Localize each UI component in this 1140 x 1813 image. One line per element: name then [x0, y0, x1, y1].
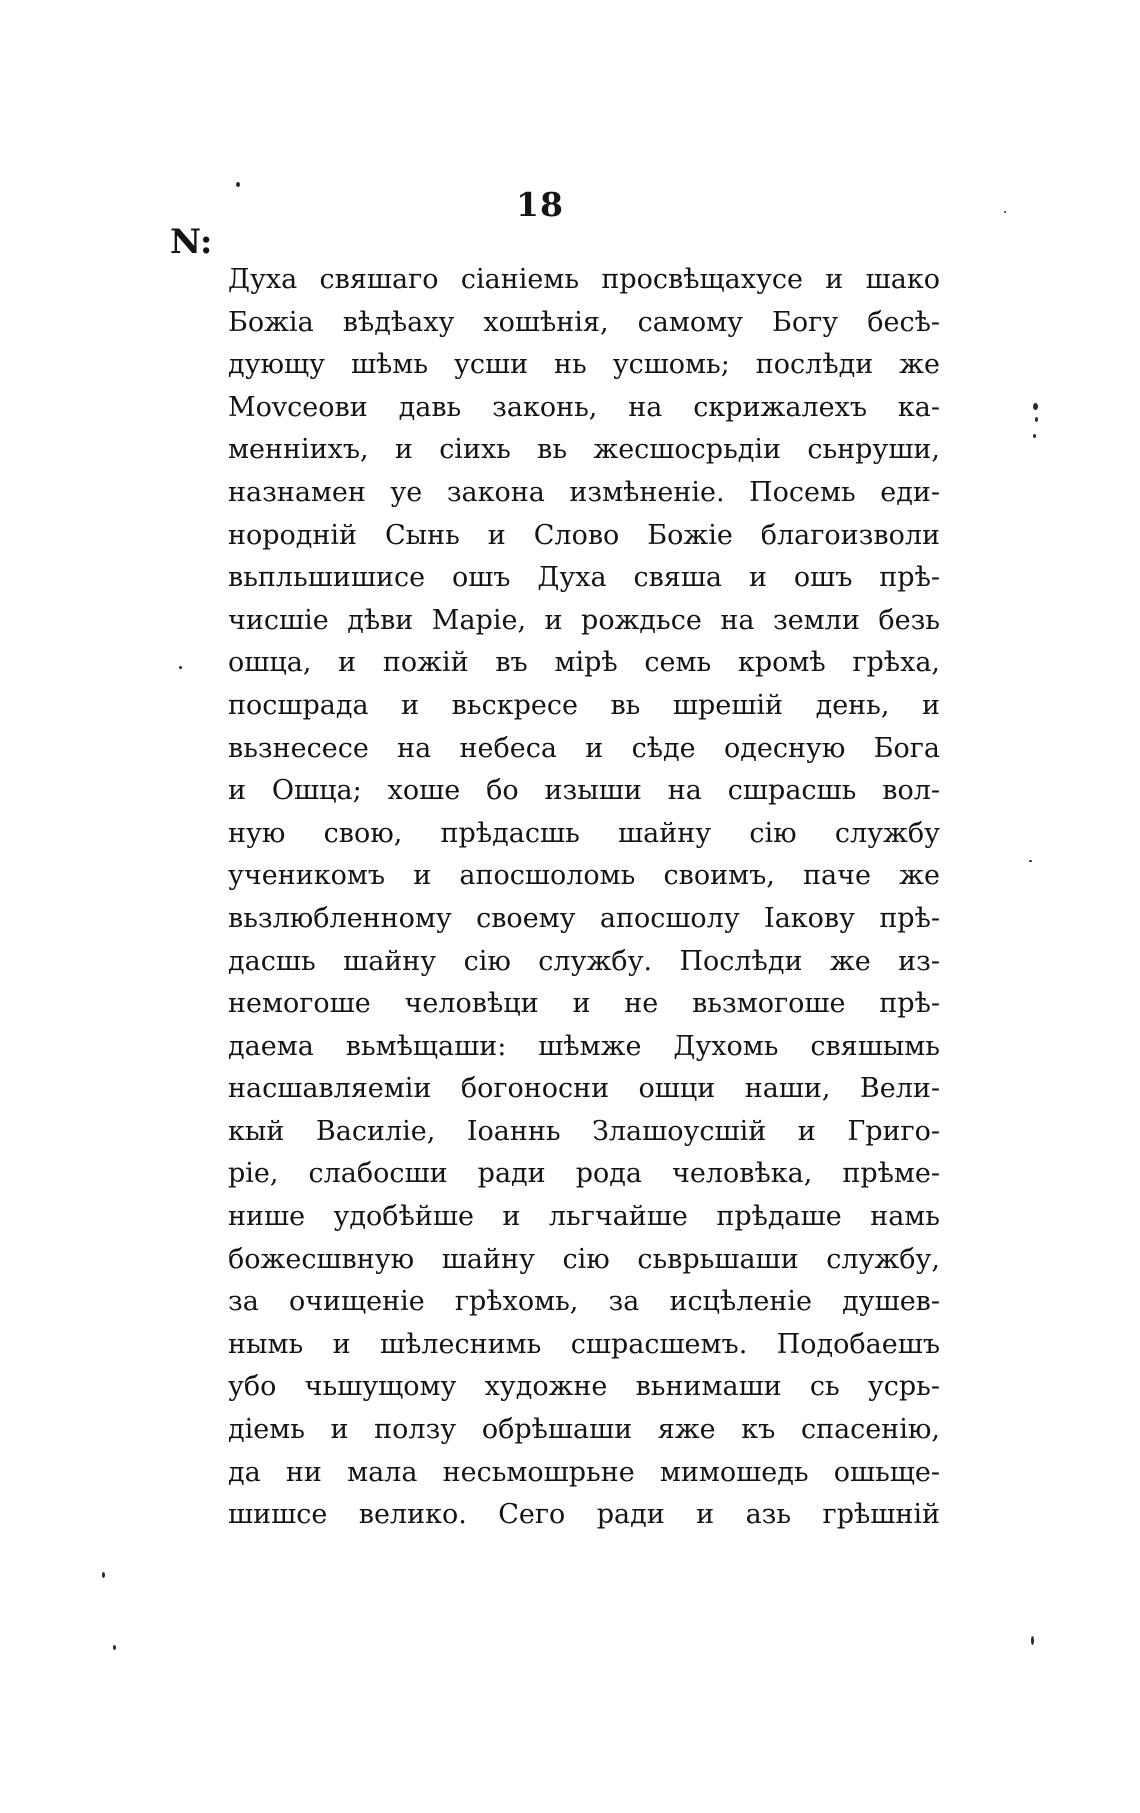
text-line: и Ошца; хоше бо изыши на сшрасшь вол- [228, 775, 940, 807]
text-line: ную свою, прѣдасшь шайну сію службу [228, 817, 940, 849]
scan-speck [1033, 434, 1036, 438]
text-line: убо чьшущому художне вьнимаши сь усрь- [228, 1371, 940, 1403]
text-line: діемь и ползу обрѣшаши яже къ спасенію, [228, 1414, 940, 1446]
text-line: вьпльшишисе ошъ Духа свяша и ошъ прѣ- [228, 562, 940, 594]
page-number: 18 [516, 185, 564, 224]
text-line: посшрада и вьскресе вь шрешій день, и [228, 689, 940, 721]
text-line: нородній Сынь и Слово Божіе благоизволи [228, 519, 940, 551]
scan-speck [1029, 860, 1032, 862]
scan-speck [236, 182, 240, 187]
text-line: нише удобѣйше и льгчайше прѣдаше намь [228, 1201, 940, 1233]
scan-speck [179, 666, 182, 669]
text-line: назнамен уе закона измѣненіе. Посемь еди- [228, 476, 940, 508]
text-line: нымь и шѣлеснимь сшрасшемъ. Подобаешъ [228, 1328, 940, 1360]
text-line: Духа свяшаго сіаніемь просвѣщахусе и шако [228, 264, 940, 295]
scan-speck [1033, 403, 1038, 410]
text-line: шишсе велико. Сего ради и азь грѣшній [228, 1499, 940, 1531]
text-line: даема вьмѣщаши: шѣмже Духомь свяшымь [228, 1030, 940, 1062]
scan-speck [1035, 417, 1038, 422]
text-line: божесшвную шайну сію сьврьшаши службу, [228, 1243, 940, 1275]
body-text [228, 259, 940, 1537]
text-line: ріе, слабосши ради рода человѣка, прѣме- [228, 1158, 940, 1190]
text-line: чисшіе дѣви Маріе, и рождьсе на земли безь [228, 604, 940, 636]
text-line: дующу шѣмь усши нь усшомь; послѣди же [228, 349, 940, 381]
text-line: немогоше человѣци и не вьзмогоше прѣ- [228, 988, 940, 1020]
scan-speck [113, 1645, 116, 1650]
text-line: ошца, и пожій въ мірѣ семь кромѣ грѣха, [228, 647, 940, 679]
scan-speck [102, 1572, 105, 1578]
text-line: вьзлюбленному своему апосшолу Іакову прѣ- [228, 902, 940, 934]
text-line: вьзнесесе на небеса и сѣде одесную Бога [228, 732, 940, 764]
text-line: за очищеніе грѣхомь, за исцѣленіе душев- [228, 1286, 940, 1318]
text-line: кый Василіе, Іоаннь Злашоусшій и Григо- [228, 1115, 940, 1147]
scan-speck [1031, 1636, 1034, 1645]
text-line: насшавляеміи богоносни ошци наши, Вели- [228, 1073, 940, 1105]
text-line: Божіа вѣдѣаху хошѣнія, самому Богу бесѣ- [228, 306, 940, 338]
text-line: ученикомъ и aпосшоломь своимъ, паче же [228, 860, 940, 892]
text-line: Моvсеови давь законь, на скрижалехъ ка- [228, 391, 940, 423]
text-line: да ни мала несьмошрьне мимошедь ошьще- [228, 1456, 940, 1488]
text-line: дасшь шайну сію службу. Послѣди же из- [228, 945, 940, 977]
text-line: менніихъ, и сіихь вь жесшосрьдіи сьнруши, [228, 434, 940, 466]
signature-mark: N: [170, 222, 213, 262]
scan-speck [1004, 211, 1006, 213]
